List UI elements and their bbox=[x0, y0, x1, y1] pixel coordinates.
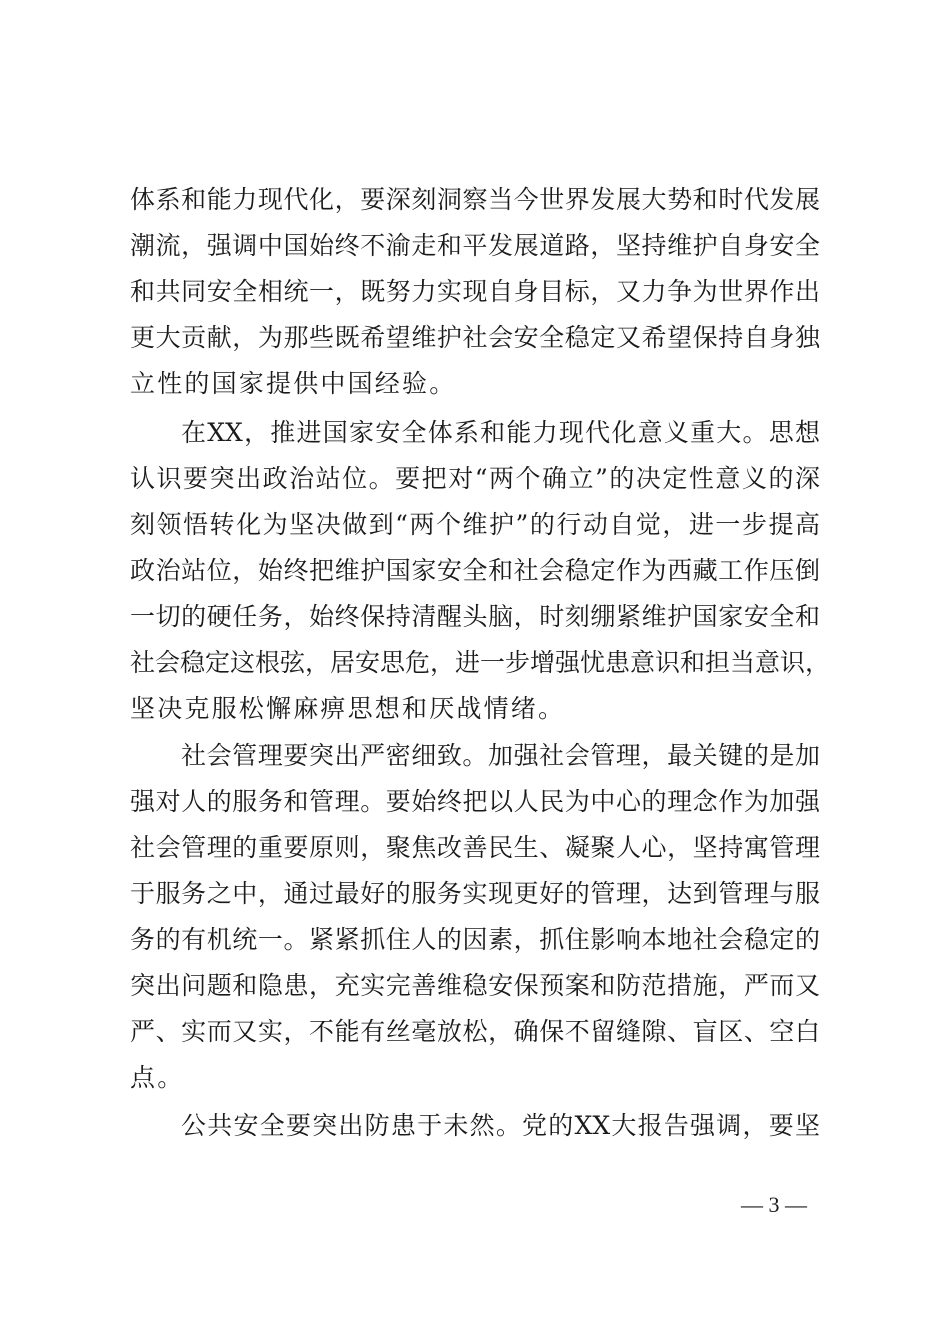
text-line: 社会管理要突出严密细致。加强社会管理，最关键的是加 bbox=[181, 741, 820, 770]
text-line: 一切的硬任务，始终保持清醒头脑，时刻绷紧维护国家安全和 bbox=[130, 602, 820, 631]
text-line: 强对人的服务和管理。要始终把以人民为中心的理念作为加强 bbox=[130, 787, 820, 816]
text-line: 体系和能力现代化，要深刻洞察当今世界发展大势和时代发展 bbox=[130, 185, 820, 214]
text-line: 坚决克服松懈麻痹思想和厌战情绪。 bbox=[130, 694, 566, 723]
text-line: 点。 bbox=[130, 1063, 185, 1092]
text-line: 政治站位，始终把维护国家安全和社会稳定作为西藏工作压倒 bbox=[130, 556, 820, 585]
text-line: 刻领悟转化为坚决做到“两个维护”的行动自觉，进一步提高 bbox=[130, 510, 820, 539]
text-line: 严、实而又实，不能有丝毫放松，确保不留缝隙、盲区、空白 bbox=[130, 1017, 820, 1046]
text-line: 社会管理的重要原则，聚焦改善民生、凝聚人心，坚持寓管理 bbox=[130, 833, 820, 862]
text-line: 公共安全要突出防患于未然。党的XX大报告强调，要坚 bbox=[181, 1111, 820, 1140]
text-line: 立性的国家提供中国经验。 bbox=[130, 369, 457, 398]
text-line: 在XX，推进国家安全体系和能力现代化意义重大。思想 bbox=[181, 418, 820, 447]
text-line: 社会稳定这根弦，居安思危，进一步增强忧患意识和担当意识， bbox=[130, 648, 831, 677]
text-line: 潮流，强调中国始终不渝走和平发展道路，坚持维护自身安全 bbox=[130, 231, 820, 260]
text-line: 突出问题和隐患，充实完善维稳安保预案和防范措施，严而又 bbox=[130, 971, 820, 1000]
text-line: 务的有机统一。紧紧抓住人的因素，抓住影响本地社会稳定的 bbox=[130, 925, 820, 954]
page-number: — 3 — bbox=[741, 1192, 807, 1217]
text-line: 更大贡献，为那些既希望维护社会安全稳定又希望保持自身独 bbox=[130, 323, 820, 352]
text-line: 和共同安全相统一，既努力实现自身目标，又力争为世界作出 bbox=[130, 277, 820, 306]
text-line: 于服务之中，通过最好的服务实现更好的管理，达到管理与服 bbox=[130, 879, 820, 908]
text-line: 认识要突出政治站位。要把对“两个确立”的决定性意义的深 bbox=[130, 464, 820, 493]
